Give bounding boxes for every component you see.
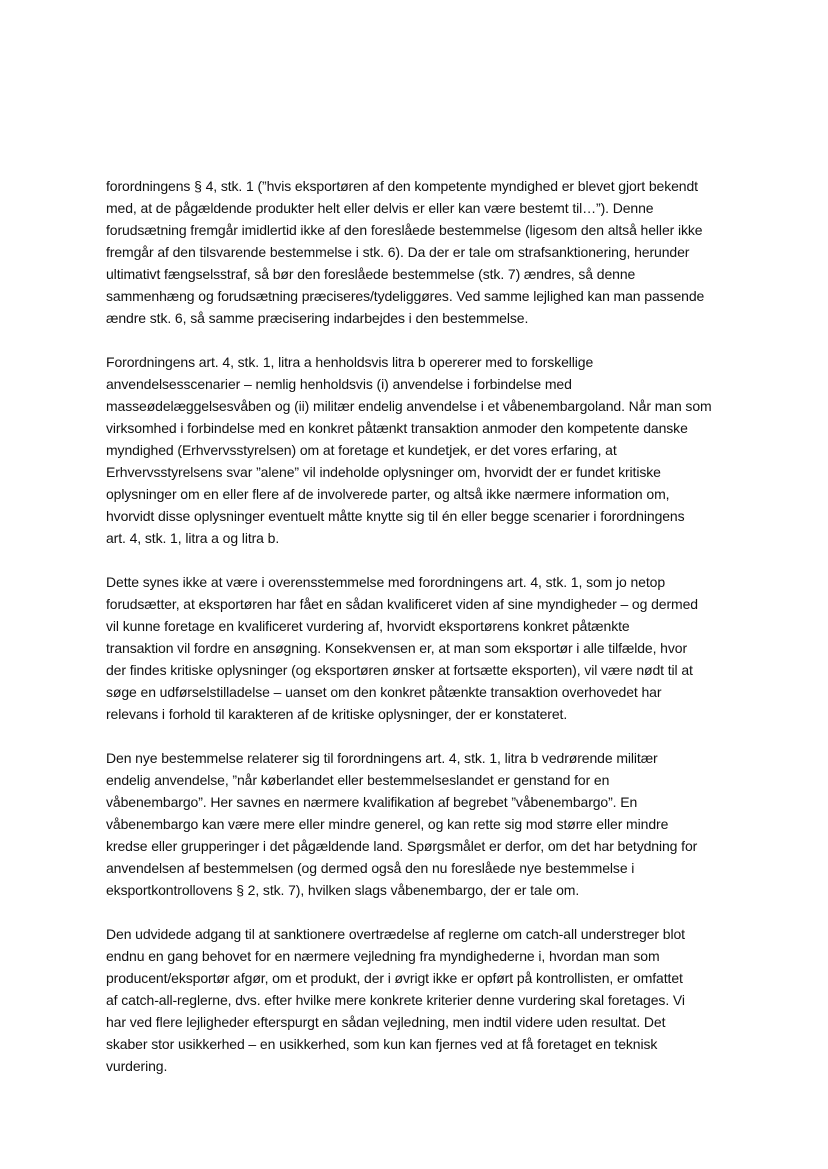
paragraph-5: Den udvidede adgang til at sanktionere overtrædelse af reglerne om catch-all understreger blot endnu en gang behovet for en nærmere vejledning fra myndighederne i, hvordan man som producent/eksportør afgør, om et produkt, der i øvrigt ikke er opført på kontrollisten, er omfattet af catch-all-reglerne, dvs. efter hvilke mere konkrete kriterier denne vurdering skal foretages. Vi har ved flere lejligheder efterspurgt en sådan vejledning, men indtil videre uden resultat. Det skaber stor usikkerhed – en usikkerhed, som kun kan fjernes ved at få foretaget en teknisk vurdering. <box>106 926 685 1074</box>
paragraph-1: forordningens § 4, stk. 1 (”hvis eksportøren af den kompetente myndighed er blevet gjort bekendt med, at de pågældende produkter helt eller delvis er eller kan være bestemt til…”). Denne forudsætning fremgår imidlertid ikke af den foreslåede bestemmelse (ligesom den altså heller ikke fremgår af den tilsvarende bestemmelse i stk. 6). Da der er tale om strafsanktionering, herunder ultimativt fængselsstraf, så bør den foreslåede bestemmelse (stk. 7) ændres, så denne sammenhæng og forudsætning præciseres/tydeliggøres. Ved samme lejlighed kan man passende ændre stk. 6, så samme præcisering indarbejdes i den bestemmelse. <box>106 178 705 326</box>
paragraph-2: Forordningens art. 4, stk. 1, litra a henholdsvis litra b opererer med to forskellige anvendelsesscenarier – nemlig henholdsvis (i) anvendelse i forbindelse med masseødelæggelsesvåben og (ii) militær endelig anvendelse i et våbenembargoland. Når man som virksomhed i forbindelse med en konkret påtænkt transaktion anmoder den kompetente danske myndighed (Erhvervsstyrelsen) om at foretage et kundetjek, er det vores erfaring, at Erhvervsstyrelsens svar ”alene” vil indeholde oplysninger om, hvorvidt der er fundet kritiske oplysninger om en eller flere af de involverede parter, og altså ikke nærmere information om, hvorvidt disse oplysninger eventuelt måtte knytte sig til én eller begge scenarier i forordningens art. 4, stk. 1, litra a og litra b. <box>106 354 712 546</box>
paragraph-4: Den nye bestemmelse relaterer sig til forordningens art. 4, stk. 1, litra b vedrørende militær endelig anvendelse, ”når køberlandet eller bestemmelseslandet er genstand for en våbenembargo”. Her savnes en nærmere kvalifikation af begrebet ”våbenembargo”. En våbenembargo kan være mere eller mindre generel, og kan rette sig mod større eller mindre kredse eller grupperinger i det pågældende land. Spørgsmålet er derfor, om det har betydning for anvendelsen af bestemmelsen (og dermed også den nu foreslåede nye bestemmelse i eksportkontrollovens § 2, stk. 7), hvilken slags våbenembargo, der er tale om. <box>106 750 698 898</box>
document-body <box>106 175 786 1099</box>
paragraph-3: Dette synes ikke at være i overensstemmelse med forordningens art. 4, stk. 1, som jo netop forudsætter, at eksportøren har fået en sådan kvalificeret viden af sine myndigheder – og dermed vil kunne foretage en kvalificeret vurdering af, hvorvidt eksportørens konkret påtænkte transaktion vil fordre en ansøgning. Konsekvensen er, at man som eksportør i alle tilfælde, hvor der findes kritiske oplysninger (og eksportøren ønsker at fortsætte eksporten), vil være nødt til at søge en udførselstilladelse – uanset om den konkret påtænkte transaktion overhovedet har relevans i forhold til karakteren af de kritiske oplysninger, der er konstateret. <box>106 574 698 722</box>
